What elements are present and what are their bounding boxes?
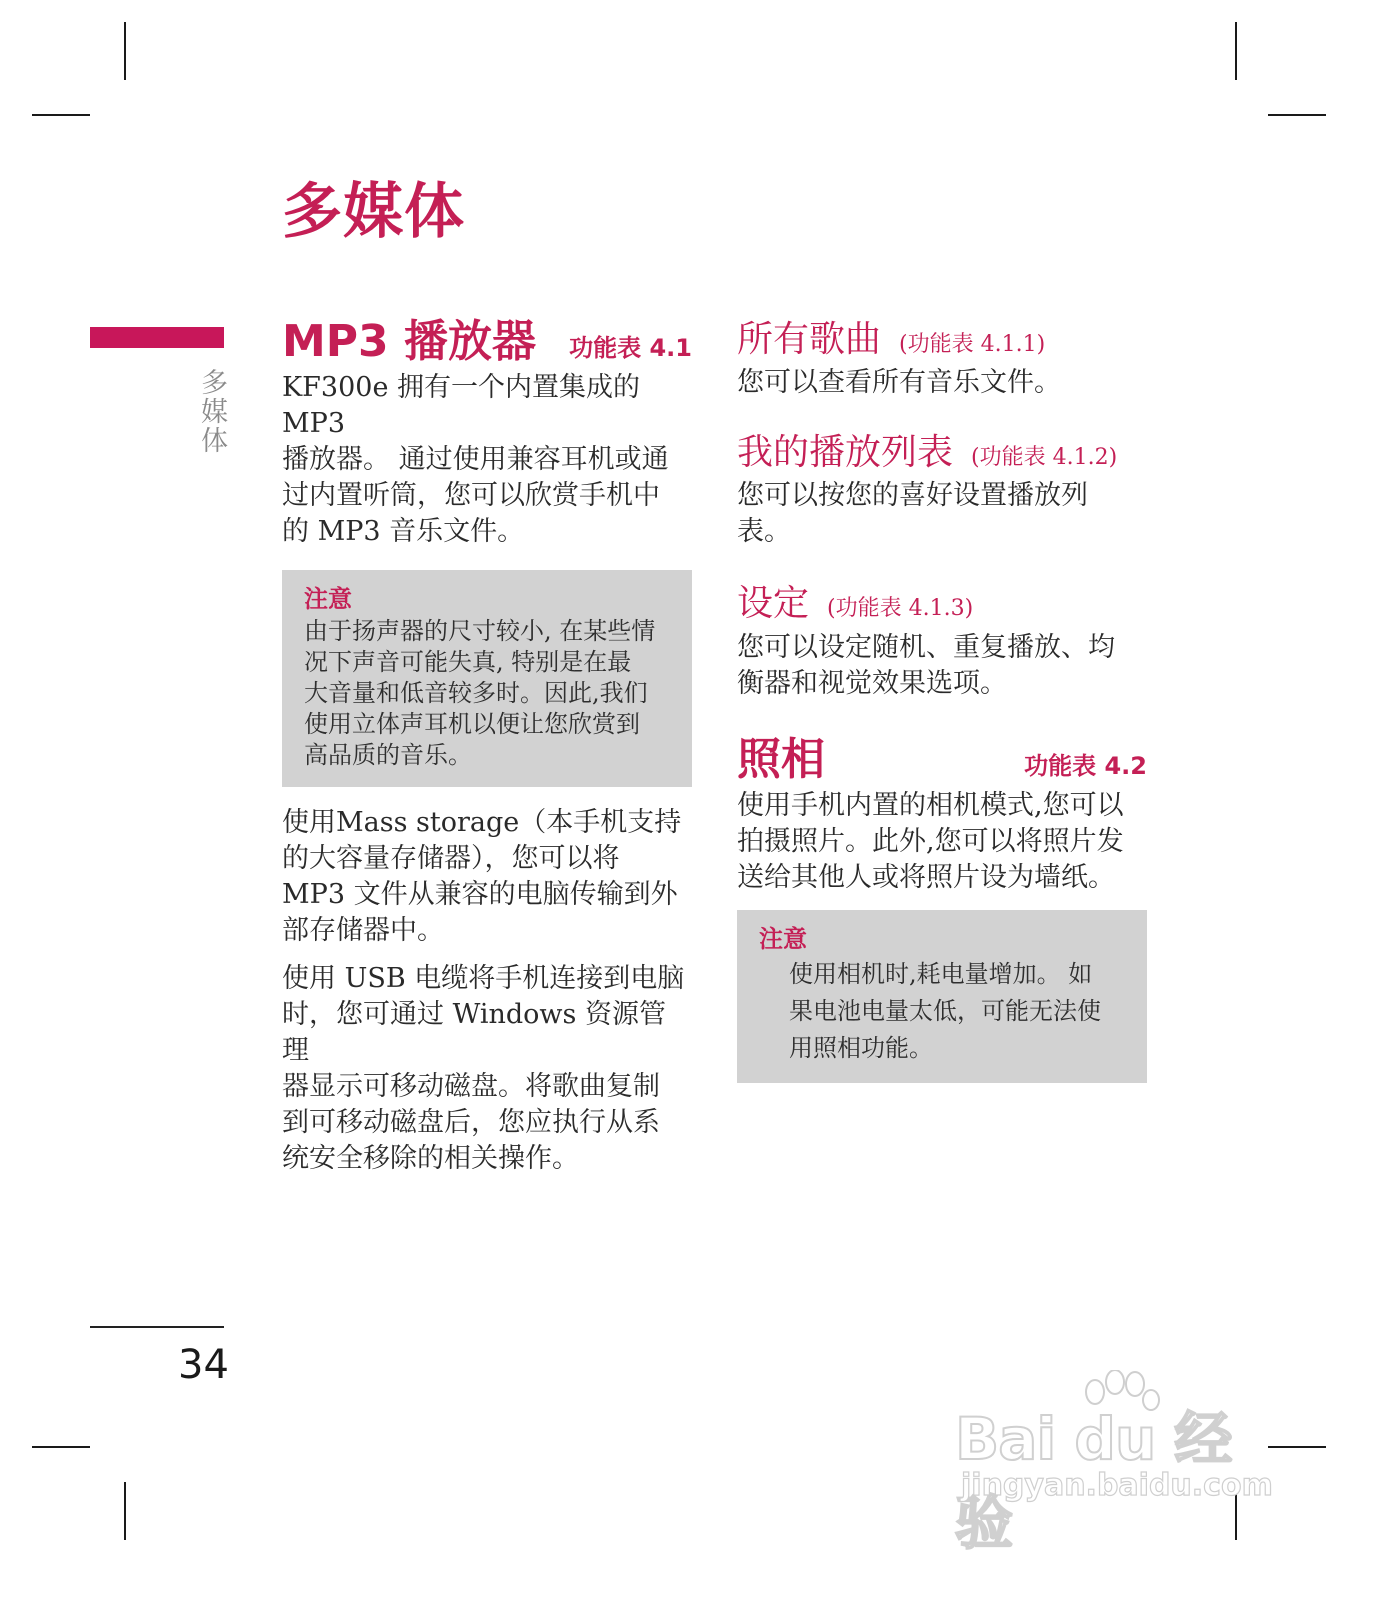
baidu-watermark — [955, 1370, 1273, 1557]
camera-menu-ref: 功能表 4.2 — [1024, 751, 1147, 780]
text-line: 播放器。 通过使用兼容耳机或通 — [282, 444, 669, 476]
page-title: 多媒体 — [282, 177, 465, 247]
settings-header — [737, 582, 1147, 625]
text-line: 由于扬声器的尺寸较小, 在某些情 — [304, 617, 656, 646]
text-line: 大音量和低音较多时。因此,我们 — [304, 679, 648, 708]
watermark-url: jingyan.baidu.com — [961, 1468, 1273, 1503]
usb-paragraph — [282, 961, 692, 1177]
text-line: 使用手机内置的相机模式,您可以 — [737, 789, 1124, 821]
text-line: 拍摄照片。此外,您可以将照片发 — [737, 825, 1124, 857]
mp3-note-box — [282, 570, 692, 787]
text-line: 的大容量存储器），您可以将 — [282, 843, 620, 875]
crop-mark — [124, 22, 126, 80]
text-line: 您可以查看所有音乐文件。 — [737, 367, 1061, 399]
text-line: 您可以按您的喜好设置播放列 — [737, 480, 1088, 512]
all-songs-ref: (功能表 4.1.1) — [899, 332, 1046, 357]
text-line: 您可以设定随机、重复播放、均 — [737, 631, 1115, 663]
camera-heading: 照相 — [737, 733, 825, 785]
mp3-section-header — [282, 318, 692, 366]
all-songs-header — [737, 318, 1147, 361]
all-songs-heading: 所有歌曲 — [737, 319, 882, 360]
text-line: 统安全移除的相关操作。 — [282, 1143, 579, 1175]
left-column — [282, 318, 692, 1177]
note-text — [759, 956, 1127, 1067]
text-line: 的 MP3 音乐文件。 — [282, 516, 525, 548]
text-line: 用照相功能。 — [789, 1033, 933, 1062]
text-line: 使用立体声耳机以便让您欣赏到 — [304, 710, 640, 739]
crop-mark — [32, 114, 90, 116]
playlist-header — [737, 431, 1147, 474]
text-line: 过内置听筒，您可以欣赏手机中 — [282, 480, 660, 512]
mp3-heading: MP3 播放器 — [282, 316, 536, 367]
mp3-menu-ref: 功能表 4.1 — [569, 334, 692, 362]
note-title: 注意 — [759, 924, 807, 953]
playlist-heading: 我的播放列表 — [737, 432, 954, 474]
side-tab-label: 多媒体 — [196, 368, 227, 455]
text-line: 送给其他人或将照片设为墙纸。 — [737, 861, 1115, 893]
crop-mark — [1235, 22, 1237, 80]
crop-mark — [1268, 114, 1326, 116]
camera-note-box — [737, 910, 1147, 1083]
crop-mark — [1268, 1446, 1326, 1448]
right-column — [737, 318, 1147, 1083]
text-line: 衡器和视觉效果选项。 — [737, 667, 1007, 699]
text-line: KF300e 拥有一个内置集成的 MP3 — [282, 372, 641, 440]
text-line: 到可移动磁盘后，您应执行从系 — [282, 1107, 660, 1139]
text-line: 部存储器中。 — [282, 915, 444, 947]
playlist-ref: (功能表 4.1.2) — [971, 445, 1118, 471]
note-text — [304, 616, 672, 771]
text-line: 高品质的音乐。 — [304, 741, 472, 770]
mp3-intro — [282, 370, 692, 550]
page-number-rule — [90, 1326, 224, 1328]
side-tab-bar — [90, 327, 224, 348]
text-line: 时，您可通过 Windows 资源管理 — [282, 999, 666, 1067]
note-title: 注意 — [304, 585, 352, 614]
text-line: 表。 — [737, 516, 791, 548]
text-line: 况下声音可能失真, 特别是在最 — [304, 648, 632, 677]
settings-text — [737, 630, 1147, 702]
crop-mark — [124, 1482, 126, 1540]
text-line: 器显示可移动磁盘。将歌曲复制 — [282, 1071, 660, 1103]
settings-heading: 设定 — [737, 583, 810, 625]
playlist-text — [737, 478, 1147, 550]
settings-ref: (功能表 4.1.3) — [827, 596, 974, 622]
watermark-brand: Bai du 经验 — [955, 1405, 1232, 1557]
text-line: 使用相机时,耗电量增加。 如 — [789, 959, 1093, 988]
camera-section-header — [737, 733, 1147, 785]
text-line: MP3 文件从兼容的电脑传输到外 — [282, 879, 678, 911]
text-line: 使用Mass storage（本手机支持 — [282, 807, 682, 839]
mass-storage-paragraph — [282, 805, 692, 949]
text-line: 果电池电量太低，可能无法使 — [789, 996, 1101, 1025]
text-line: 使用 USB 电缆将手机连接到电脑 — [282, 963, 685, 995]
camera-text — [737, 788, 1147, 896]
page-number: 34 — [178, 1342, 229, 1388]
crop-mark — [32, 1446, 90, 1448]
all-songs-text — [737, 365, 1147, 401]
